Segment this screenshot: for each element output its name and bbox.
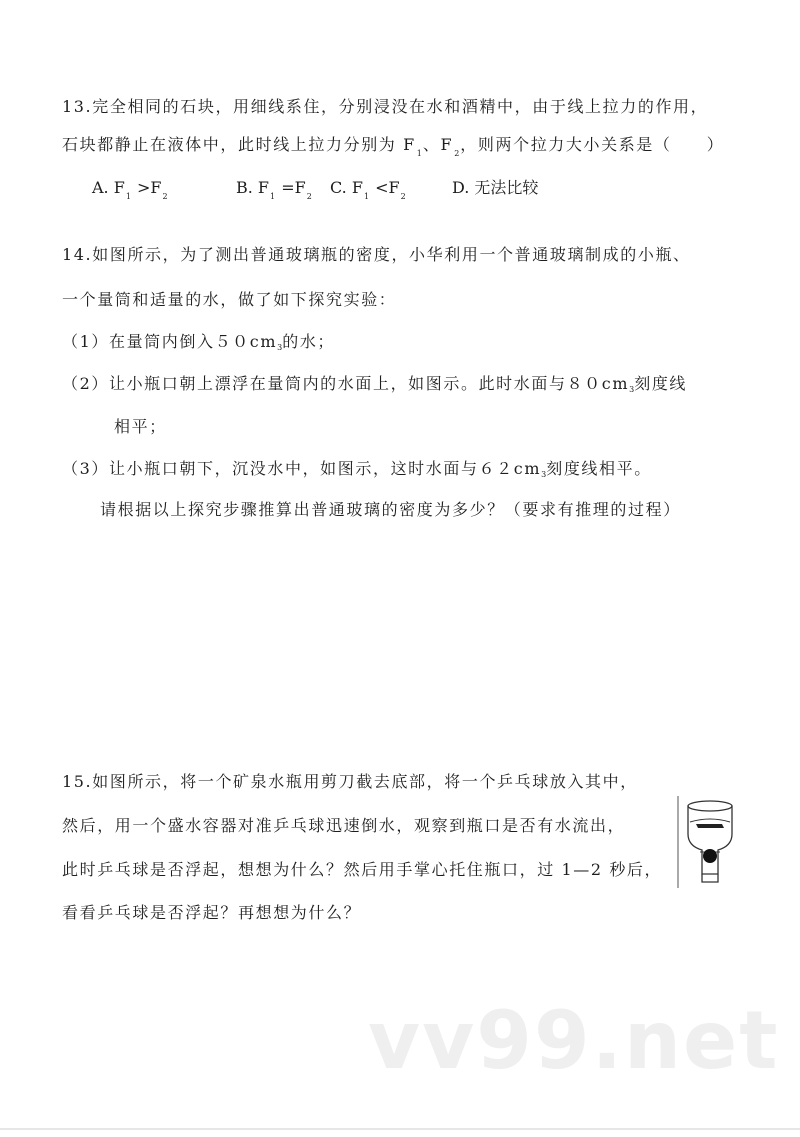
option-b-op: =F — [276, 178, 306, 197]
option-a-op: >F — [131, 178, 162, 197]
q13-subscript-2: 2 — [454, 149, 460, 158]
option-b-prefix: B. F — [236, 178, 270, 197]
q15-line-4: 看看乒乓球是否浮起？再想想为什么？ — [62, 903, 362, 922]
q13-line-2-text: 石块都静止在液体中，此时线上拉力分别为 F — [62, 135, 416, 154]
q13-line-2-end: ，则两个拉力大小关系是（ ） — [460, 135, 725, 154]
q14-question: 请根据以上探究步骤推算出普通玻璃的密度为多少？（要求有推理的过程） — [100, 500, 681, 519]
q14-step-1-unit-exponent: 3 — [277, 343, 283, 352]
q14-step-3-end: 刻度线相平。 — [546, 459, 652, 478]
option-b-sub2: 2 — [306, 192, 312, 201]
q14-step-2-continuation: 相平； — [114, 417, 167, 436]
option-a-sub1: 1 — [125, 192, 131, 201]
q14-line-2: 一个量筒和适量的水，做了如下探究实验： — [62, 290, 397, 309]
q15-line-2: 然后，用一个盛水容器对准乒乓球迅速倒水，观察到瓶口是否有水流出， — [62, 816, 626, 835]
q14-step-3-text: （3）让小瓶口朝下，沉没水中，如图示，这时水面与６２cm — [62, 459, 542, 478]
q14-line-1: 14.如图所示，为了测出普通玻璃瓶的密度，小华利用一个普通玻璃制成的小瓶、 — [62, 245, 691, 264]
option-a-sub2: 2 — [162, 192, 168, 201]
page-bottom-rule — [0, 1128, 800, 1130]
inverted-bottle — [688, 801, 732, 882]
q13-option-c — [330, 178, 407, 201]
q15-line-1: 15.如图所示，将一个矿泉水瓶用剪刀截去底部，将一个乒乓球放入其中， — [62, 772, 638, 791]
bottle-ping-pong-figure — [674, 794, 744, 890]
q13-option-b — [236, 178, 313, 201]
q14-step-2-text: （2）让小瓶口朝上漂浮在量筒内的水面上，如图示。此时水面与８０cm — [62, 374, 630, 393]
bottle-label — [696, 824, 724, 828]
q14-step-1-text: （1）在量筒内倒入５０cm — [62, 332, 278, 351]
ping-pong-ball — [703, 849, 717, 863]
q13-option-a — [92, 178, 169, 201]
q13-subscript-1: 1 — [416, 149, 422, 158]
q14-step-2 — [62, 374, 687, 397]
watermark: vv99.net — [368, 994, 780, 1087]
option-c-sub1: 1 — [363, 192, 370, 201]
q14-step-2-end: 刻度线 — [634, 374, 688, 393]
option-b-sub1: 1 — [270, 192, 276, 201]
option-c-sub2: 2 — [400, 192, 406, 201]
q13-separator: 、F — [422, 135, 454, 154]
q15-line-3: 此时乒乓球是否浮起，想想为什么？然后用手掌心托住瓶口，过 1—2 秒后， — [62, 860, 663, 879]
option-c-prefix: C. F — [330, 178, 363, 197]
option-a-prefix: A. F — [92, 178, 125, 197]
q14-step-3 — [62, 459, 652, 482]
q13-line-1: 13.完全相同的石块，用细线系住，分别浸没在水和酒精中，由于线上拉力的作用， — [62, 97, 709, 116]
q14-step-2-unit-exponent: 3 — [629, 385, 635, 394]
q13-line-2 — [62, 135, 724, 158]
q14-step-1-end: 的水； — [282, 332, 336, 351]
q14-step-3-unit-exponent: 3 — [541, 470, 547, 479]
q13-option-d: D. 无法比较 — [452, 178, 539, 197]
q14-step-1 — [62, 332, 335, 355]
option-c-op: <F — [370, 178, 400, 197]
